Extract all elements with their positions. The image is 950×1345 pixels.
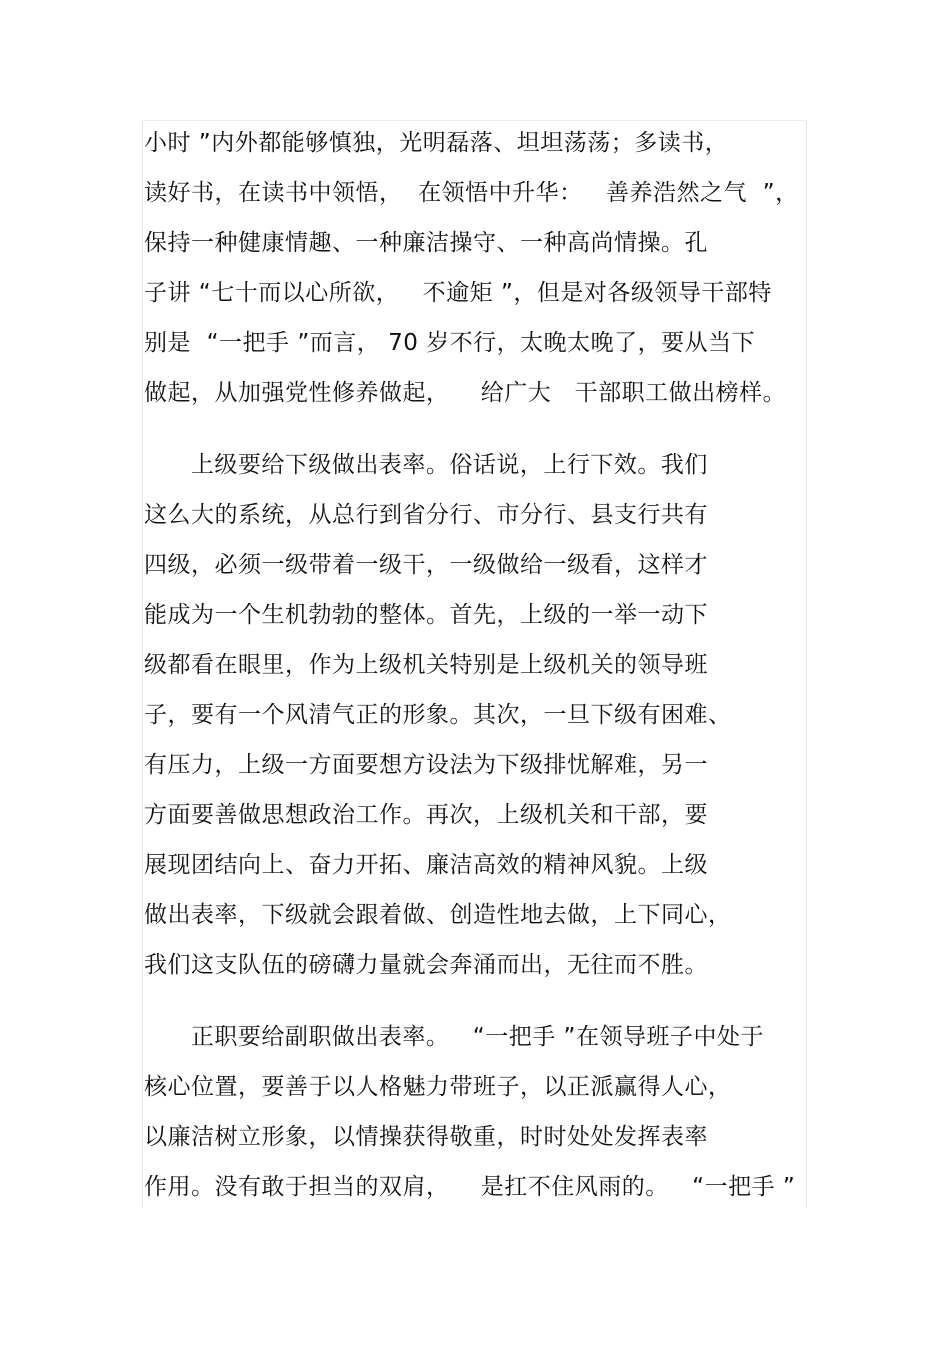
text-line: 子讲 “七十而以心所欲， 不逾矩 ”，但是对各级领导干部特 [144, 280, 772, 306]
text-line: 读好书，在读书中领悟， 在领悟中升华： 善养浩然之气 ”， [144, 180, 799, 206]
text-line: 子，要有一个风清气正的形象。其次，一旦下级有困难、 [144, 702, 732, 728]
document-body [144, 118, 824, 1212]
text-line: 做起，从加强党性修养做起， 给广大 干部职工做出榜样。 [144, 380, 787, 406]
text-line: 做出表率，下级就会跟着做、创造性地去做，上下同心， [144, 902, 732, 928]
paragraph-gap [144, 418, 824, 440]
text-line: 展现团结向上、奋力开拓、廉洁高效的精神风貌。上级 [144, 852, 708, 878]
paragraph-2 [144, 440, 824, 990]
paragraph-gap [144, 990, 824, 1012]
text-line: 这么大的系统，从总行到省分行、市分行、县支行共有 [144, 502, 708, 528]
text-line: 正职要给副职做出表率。 “一把手 ”在领导班子中处于 [144, 1024, 764, 1050]
text-line: 作用。没有敢于担当的双肩， 是扛不住风雨的。 “一把手 ” [144, 1174, 796, 1200]
text-line: 级都看在眼里，作为上级机关特别是上级机关的领导班 [144, 652, 708, 678]
text-line: 保持一种健康情趣、一种廉洁操守、一种高尚情操。孔 [144, 230, 708, 256]
text-line: 别是 “一把手 ”而言， 70 岁不行，太晚太晚了，要从当下 [144, 330, 756, 356]
text-line: 我们这支队伍的磅礴力量就会奔涌而出，无往而不胜。 [144, 952, 708, 978]
paragraph-3 [144, 1012, 824, 1212]
text-line: 小时 ”内外都能够慎独，光明磊落、坦坦荡荡；多读书， [144, 130, 729, 156]
text-line: 四级，必须一级带着一级干，一级做给一级看，这样才 [144, 552, 708, 578]
text-line: 能成为一个生机勃勃的整体。首先，上级的一举一动下 [144, 602, 708, 628]
text-line: 方面要善做思想政治工作。再次，上级机关和干部，要 [144, 802, 708, 828]
text-line: 以廉洁树立形象，以情操获得敬重，时时处处发挥表率 [144, 1124, 708, 1150]
text-line: 上级要给下级做出表率。俗话说，上行下效。我们 [144, 452, 708, 478]
text-line: 有压力，上级一方面要想方设法为下级排忧解难，另一 [144, 752, 708, 778]
paragraph-1 [144, 118, 824, 418]
text-line: 核心位置，要善于以人格魅力带班子，以正派赢得人心， [144, 1074, 732, 1100]
